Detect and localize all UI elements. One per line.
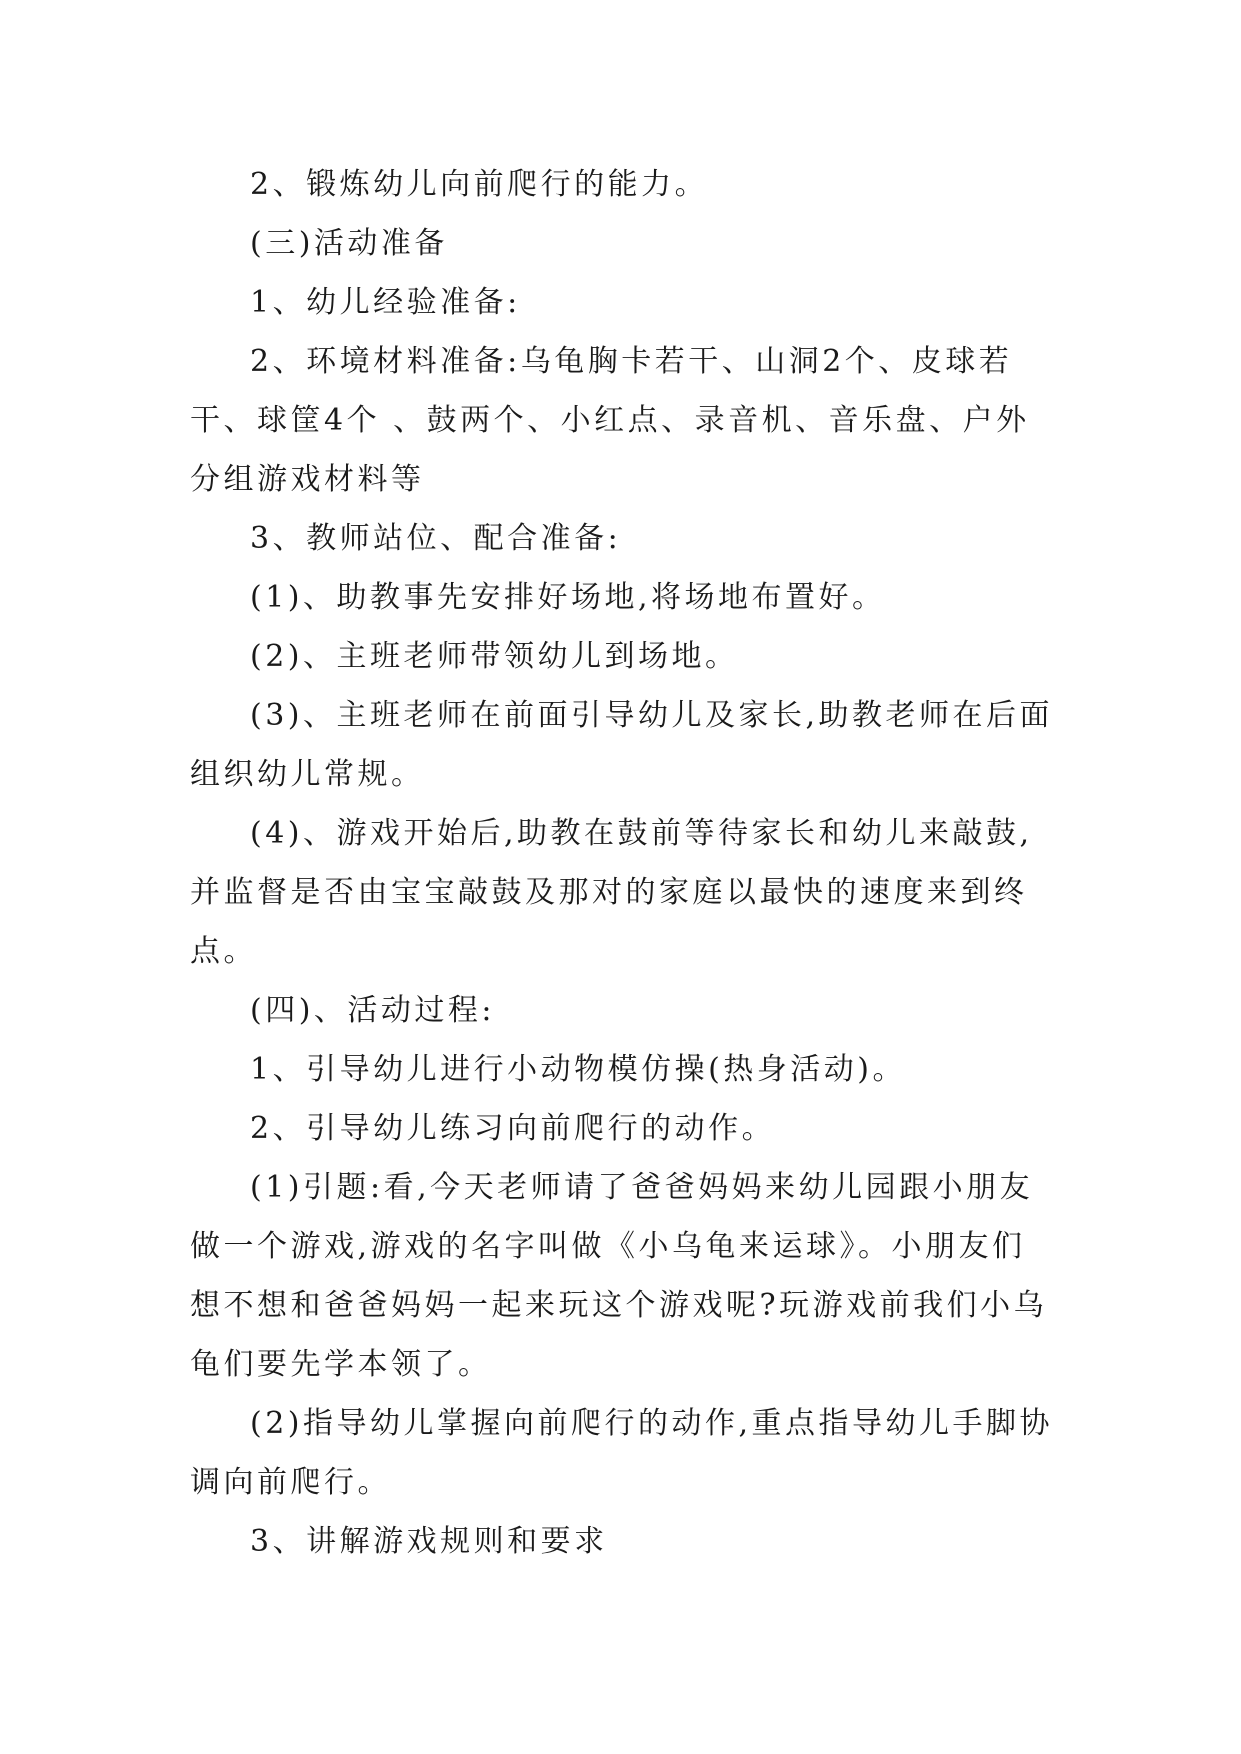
paragraph: (4)、游戏开始后,助教在鼓前等待家长和幼儿来敲鼓,并监督是否由宝宝敲鼓及那对的家庭以最快的速度来到终点。	[190, 816, 1033, 969]
paragraph: 3、讲解游戏规则和要求	[250, 1524, 608, 1559]
section-heading: (四)、活动过程:	[250, 993, 496, 1028]
paragraph: (3)、主班老师在前面引导幼儿及家长,助教老师在后面组织幼儿常规。	[190, 698, 1054, 792]
paragraph: 3、教师站位、配合准备:	[250, 521, 622, 556]
paragraph: 2、锻炼幼儿向前爬行的能力。	[250, 167, 709, 202]
paragraph: 2、环境材料准备:乌龟胸卡若干、山洞2个、皮球若干、球筐4个 、鼓两个、小红点、录音机、音乐盘、户外分组游戏材料等	[190, 344, 1030, 497]
paragraph: (2)指导幼儿掌握向前爬行的动作,重点指导幼儿手脚协调向前爬行。	[190, 1406, 1054, 1500]
paragraph: 1、引导幼儿进行小动物模仿操(热身活动)。	[250, 1052, 906, 1087]
document-body	[190, 155, 1056, 1571]
paragraph: (1)、助教事先安排好场地,将场地布置好。	[250, 580, 886, 615]
section-heading: (三)活动准备	[250, 226, 448, 261]
paragraph: 1、幼儿经验准备:	[250, 285, 521, 320]
paragraph: 2、引导幼儿练习向前爬行的动作。	[250, 1111, 776, 1146]
paragraph: (2)、主班老师带领幼儿到场地。	[250, 639, 739, 674]
paragraph: (1)引题:看,今天老师请了爸爸妈妈来幼儿园跟小朋友做一个游戏,游戏的名字叫做《小乌龟来运球》。小朋友们想不想和爸爸妈妈一起来玩这个游戏呢?玩游戏前我们小乌龟们要先学本领了。	[190, 1170, 1048, 1382]
